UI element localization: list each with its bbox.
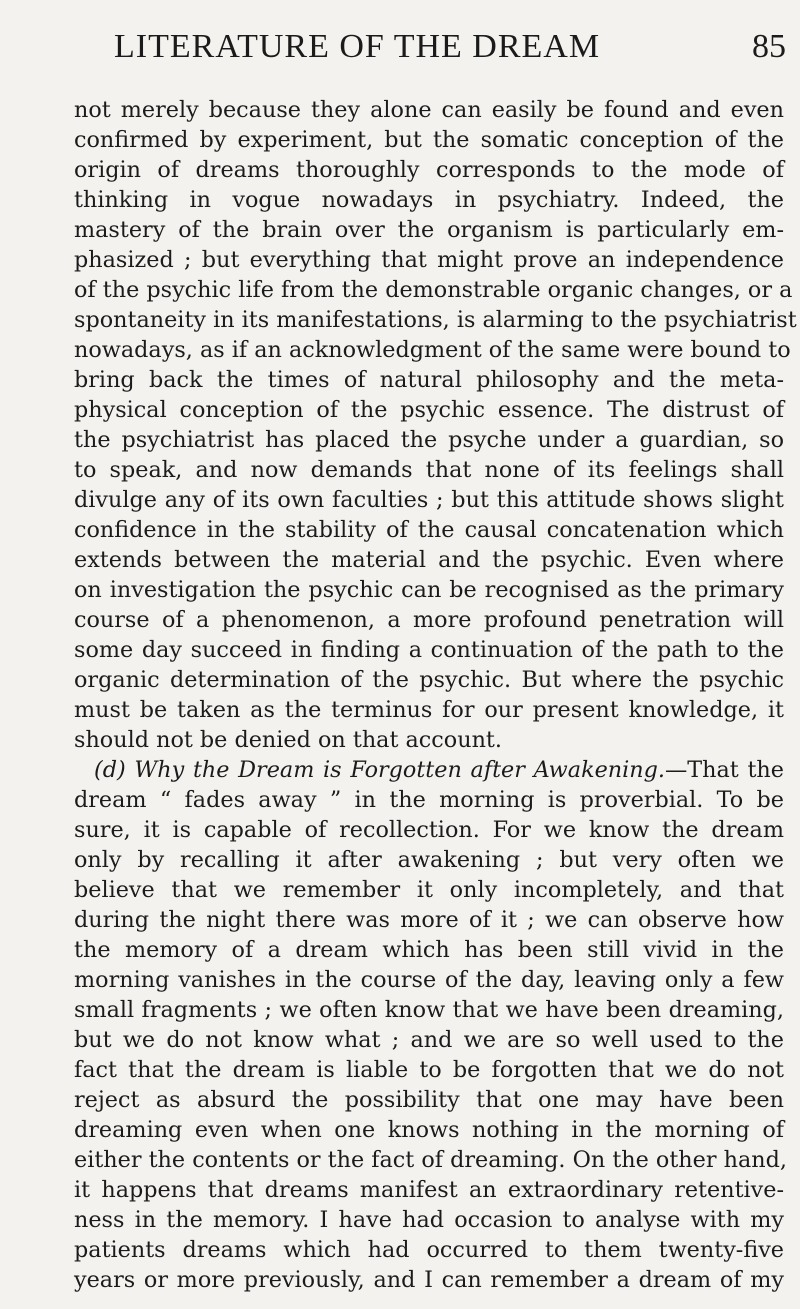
text-line: the memory of a dream which has been still vivid in the — [74, 937, 784, 963]
text-line: but we do not know what ; and we are so well used to the — [74, 1027, 784, 1053]
page-number: 85 — [752, 28, 786, 65]
text-line: course of a phenomenon, a more profound penetration will — [74, 607, 784, 633]
text-line: ness in the memory. I have had occasion to analyse with my — [74, 1207, 784, 1233]
text-line: extends between the material and the psychic. Even where — [74, 547, 784, 573]
text-line: confidence in the stability of the causal concatenation which — [74, 517, 784, 543]
text-line: only by recalling it after awakening ; but very often we — [74, 847, 784, 873]
text-line: must be taken as the terminus for our present knowledge, it — [74, 697, 784, 723]
text-line: patients dreams which had occurred to them twenty-five — [74, 1237, 784, 1263]
text-line: nowadays, as if an acknowledgment of the same were bound to — [74, 337, 791, 363]
text-line: morning vanishes in the course of the day, leaving only a few — [74, 967, 784, 993]
text-line: thinking in vogue nowadays in psychiatry. Indeed, the — [74, 187, 784, 213]
text-line: the psychiatrist has placed the psyche under a guardian, so — [74, 427, 784, 453]
text-line: dream “ fades away ” in the morning is proverbial. To be — [74, 787, 784, 813]
text-line: fact that the dream is liable to be forgotten that we do not — [74, 1057, 784, 1083]
text-line: origin of dreams thoroughly corresponds to the mode of — [74, 157, 784, 183]
text-line: sure, it is capable of recollection. For we know the dream — [74, 817, 784, 843]
text-line: dreaming even when one knows nothing in the morning of — [74, 1117, 784, 1143]
text-line: of the psychic life from the demonstrable organic changes, or a — [74, 277, 793, 303]
body-text — [74, 95, 797, 1295]
text-line: years or more previously, and I can remember a dream of my — [74, 1267, 784, 1293]
section-heading: (d) Why the Dream is Forgotten after Awakening. — [94, 757, 665, 783]
text-line: mastery of the brain over the organism is particularly em- — [74, 217, 784, 243]
paragraph-1 — [74, 95, 797, 755]
text-line: confirmed by experiment, but the somatic conception of the — [74, 127, 784, 153]
running-header — [70, 28, 786, 78]
text-line: spontaneity in its manifestations, is alarming to the psychiatrist — [74, 307, 797, 333]
text-line: not merely because they alone can easily be found and even — [74, 97, 784, 123]
text-line: it happens that dreams manifest an extraordinary retentive- — [74, 1177, 784, 1203]
text-line: reject as absurd the possibility that one may have been — [74, 1087, 784, 1113]
text-line: believe that we remember it only incompletely, and that — [74, 877, 784, 903]
text-line: phasized ; but everything that might prove an independence — [74, 247, 784, 273]
text-line: should not be denied on that account. — [74, 727, 502, 753]
text-line: to speak, and now demands that none of its feelings shall — [74, 457, 784, 483]
text-line: small fragments ; we often know that we have been dreaming, — [74, 997, 784, 1023]
text-line: bring back the times of natural philosophy and the meta- — [74, 367, 784, 393]
paragraph-2 — [74, 755, 787, 1295]
text-line: divulge any of its own faculties ; but this attitude shows slight — [74, 487, 784, 513]
text-line: organic determination of the psychic. But where the psychic — [74, 667, 784, 693]
text-line: during the night there was more of it ; we can observe how — [74, 907, 784, 933]
running-title: LITERATURE OF THE DREAM — [114, 28, 601, 65]
text-line: some day succeed in finding a continuation of the path to the — [74, 637, 784, 663]
section-heading-line — [74, 755, 784, 785]
text-line: physical conception of the psychic essence. The distrust of — [74, 397, 784, 423]
text-line: either the contents or the fact of dreaming. On the other hand, — [74, 1147, 787, 1173]
text-line: on investigation the psychic can be recognised as the primary — [74, 577, 784, 603]
heading-line-continuation: —That the — [664, 757, 784, 783]
